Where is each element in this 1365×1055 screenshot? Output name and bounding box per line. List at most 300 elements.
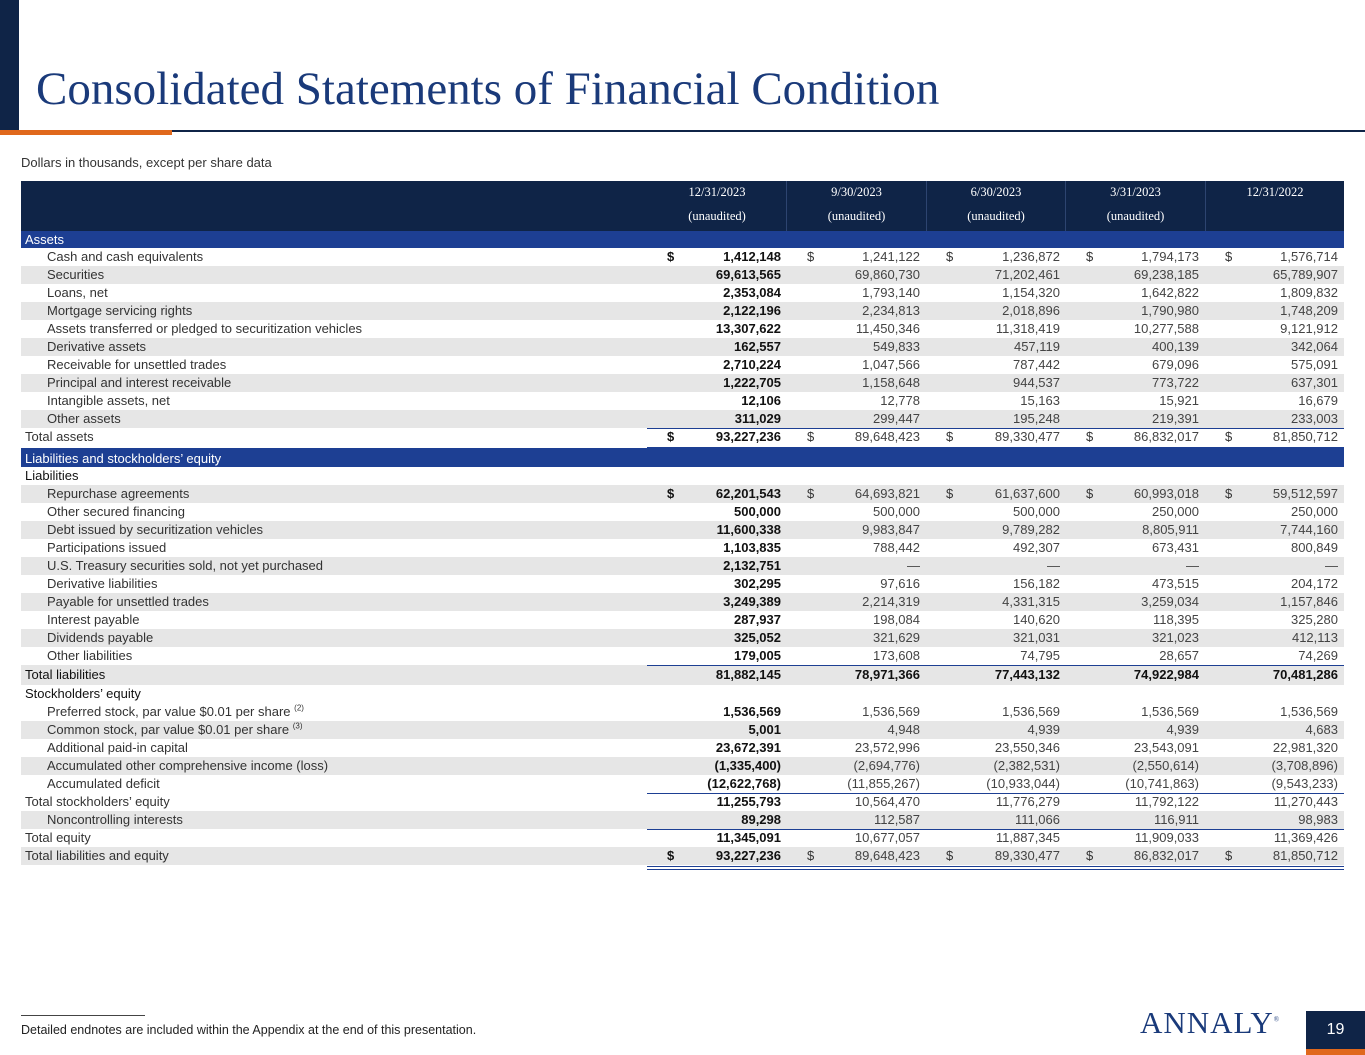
total-rule [647, 428, 1344, 429]
page-number: 19 [1306, 1011, 1365, 1055]
liability-row [21, 593, 1344, 611]
row-label-text: Securities [47, 267, 105, 282]
row-value: 1,103,835 [723, 540, 781, 555]
currency-symbol: $ [807, 249, 815, 264]
row-value: 1,158,648 [862, 375, 920, 390]
row-value: 788,442 [873, 540, 920, 555]
currency-symbol: $ [807, 429, 815, 444]
row-value: 4,939 [1166, 722, 1199, 737]
col-header-1: 12/31/2023 (unaudited) [688, 185, 746, 223]
row-label-text: Other liabilities [47, 648, 133, 663]
total-assets [21, 428, 1344, 446]
row-value: 10,677,057 [854, 830, 920, 845]
row-label [21, 739, 188, 757]
row-value: 2,018,896 [1002, 303, 1060, 318]
equity-row [21, 721, 1344, 739]
row-label [21, 521, 263, 539]
liability-row [21, 647, 1344, 665]
row-label [21, 757, 328, 775]
row-value: (2,550,614) [1132, 758, 1199, 773]
row-value: 575,091 [1291, 357, 1338, 372]
col-header-5: 12/31/2022 [1246, 185, 1304, 199]
row-value: 3,249,389 [723, 594, 781, 609]
row-value: 81,850,712 [1272, 429, 1338, 444]
noncontrolling-row [21, 811, 1344, 829]
row-label-text: Additional paid-in capital [47, 740, 188, 755]
row-value: 4,948 [887, 722, 920, 737]
total-rule [647, 829, 1344, 830]
row-value: — [907, 558, 920, 573]
row-value: 12,106 [741, 393, 781, 408]
row-label [21, 847, 169, 865]
row-value: (12,622,768) [707, 776, 781, 791]
row-label-text: Total liabilities and equity [25, 848, 169, 863]
row-label [21, 503, 185, 521]
asset-row [21, 248, 1344, 266]
row-value: 325,052 [734, 630, 781, 645]
row-value: 69,860,730 [854, 267, 920, 282]
currency-symbol: $ [1225, 848, 1233, 863]
row-value: 299,447 [873, 411, 920, 426]
row-value: 59,512,597 [1272, 486, 1338, 501]
row-label [21, 775, 160, 793]
row-label [21, 557, 323, 575]
row-value: 9,789,282 [1002, 522, 1060, 537]
row-value: 11,887,345 [995, 830, 1060, 845]
row-value: 400,139 [1152, 339, 1199, 354]
row-value: 12,778 [880, 393, 920, 408]
row-label [21, 611, 140, 629]
liability-row [21, 503, 1344, 521]
financial-table [21, 181, 1344, 865]
row-value: 8,805,911 [1142, 522, 1199, 537]
currency-symbol: $ [946, 249, 954, 264]
row-value: 118,395 [1152, 612, 1199, 627]
row-value: 10,564,470 [854, 794, 920, 809]
asset-row [21, 302, 1344, 320]
row-label-text: Derivative liabilities [47, 576, 158, 591]
assets-rows [21, 248, 1344, 428]
currency-symbol: $ [1086, 429, 1094, 444]
row-value: 162,557 [734, 339, 781, 354]
row-label [21, 338, 146, 356]
row-value: 77,443,132 [994, 667, 1060, 682]
row-value: (10,741,863) [1125, 776, 1199, 791]
row-value: 15,921 [1159, 393, 1199, 408]
row-label-text: Other secured financing [47, 504, 186, 519]
row-value: 1,793,140 [862, 285, 920, 300]
row-value: 1,241,122 [862, 249, 920, 264]
equity-row [21, 703, 1344, 721]
asset-row [21, 374, 1344, 392]
row-value: 74,795 [1020, 648, 1060, 663]
row-value: 89,330,477 [994, 848, 1060, 863]
row-value: 11,776,279 [995, 794, 1060, 809]
row-value: 2,710,224 [723, 357, 781, 372]
footnote-rule [21, 1015, 145, 1016]
footnote: Detailed endnotes are included within the Appendix at the end of this presentation. [21, 1023, 477, 1037]
page-number-accent [1306, 1049, 1365, 1055]
row-label [21, 665, 105, 685]
row-label-text: Cash and cash equivalents [47, 249, 204, 264]
total-assets-row [21, 428, 1344, 446]
row-value: 1,790,980 [1141, 303, 1199, 318]
row-value: 457,119 [1013, 339, 1060, 354]
row-label [21, 629, 153, 647]
row-value: 89,298 [741, 812, 781, 827]
row-value: 23,572,996 [854, 740, 920, 755]
row-value: (1,335,400) [714, 758, 781, 773]
orange-accent-bar [0, 130, 172, 135]
row-value: 13,307,622 [715, 321, 781, 336]
row-value: 198,084 [873, 612, 920, 627]
footnote-ref: (3) [292, 721, 303, 731]
row-label [21, 829, 91, 847]
total-equity-row [21, 829, 1344, 847]
row-label-text: Loans, net [47, 285, 108, 300]
row-value: 1,536,569 [1002, 704, 1060, 719]
row-value: 11,270,443 [1273, 794, 1338, 809]
liability-row [21, 521, 1344, 539]
row-label-text: Assets transferred or pledged to securitization vehicles [47, 321, 363, 336]
row-label-text: Repurchase agreements [47, 486, 190, 501]
row-value: 15,163 [1020, 393, 1060, 408]
table-header [21, 181, 1344, 231]
row-value: 325,280 [1291, 612, 1338, 627]
row-value: 23,550,346 [994, 740, 1060, 755]
row-value: 2,214,319 [862, 594, 920, 609]
row-value: (9,543,233) [1271, 776, 1338, 791]
row-value: 321,031 [1013, 630, 1060, 645]
row-value: 74,922,984 [1133, 667, 1199, 682]
row-value: 93,227,236 [715, 848, 781, 863]
row-value: 3,259,034 [1141, 594, 1199, 609]
row-label-text: Interest payable [47, 612, 140, 627]
equity-subheader: Stockholders’ equity [25, 686, 141, 701]
row-value: 22,981,320 [1272, 740, 1338, 755]
row-value: 93,227,236 [715, 429, 781, 444]
liability-row [21, 485, 1344, 503]
row-label [21, 302, 192, 320]
row-value: 11,345,091 [716, 830, 781, 845]
currency-symbol: $ [1086, 486, 1094, 501]
row-value: (3,708,896) [1271, 758, 1338, 773]
row-label-text: Debt issued by securitization vehicles [47, 522, 264, 537]
row-label [21, 721, 302, 739]
row-value: 97,616 [880, 576, 920, 591]
row-value: 98,983 [1298, 812, 1338, 827]
row-value: 11,255,793 [716, 794, 781, 809]
row-value: 89,330,477 [994, 429, 1060, 444]
total-stockholders-equity-row [21, 793, 1344, 811]
row-value: 173,608 [873, 648, 920, 663]
row-value: 11,600,338 [716, 522, 781, 537]
row-value: 156,182 [1013, 576, 1060, 591]
section-assets: Assets [21, 231, 1344, 248]
row-label [21, 539, 166, 557]
row-value: 2,132,751 [723, 558, 781, 573]
row-label [21, 575, 158, 593]
row-label [21, 485, 189, 503]
row-label-text: Noncontrolling interests [47, 812, 183, 827]
liability-row [21, 557, 1344, 575]
row-label [21, 320, 362, 338]
row-label [21, 593, 209, 611]
currency-symbol: $ [1086, 848, 1094, 863]
row-value: 78,971,366 [854, 667, 920, 682]
row-value: 637,301 [1291, 375, 1338, 390]
row-value: 195,248 [1013, 411, 1060, 426]
asset-row [21, 410, 1344, 428]
row-value: 1,809,832 [1280, 285, 1338, 300]
row-value: 74,269 [1298, 648, 1338, 663]
row-value: 1,536,569 [723, 704, 781, 719]
row-value: 1,794,173 [1141, 249, 1199, 264]
row-value: 64,693,821 [854, 486, 920, 501]
currency-symbol: $ [946, 429, 954, 444]
asset-row [21, 356, 1344, 374]
currency-symbol: $ [667, 848, 675, 863]
noncontrolling-interests [21, 811, 1344, 829]
row-value: 4,939 [1027, 722, 1060, 737]
currency-symbol: $ [946, 486, 954, 501]
row-value: 321,023 [1152, 630, 1199, 645]
row-label [21, 392, 170, 410]
currency-symbol: $ [946, 848, 954, 863]
row-value: 204,172 [1291, 576, 1338, 591]
asset-row [21, 266, 1344, 284]
currency-symbol: $ [1225, 429, 1233, 444]
currency-symbol: $ [1225, 249, 1233, 264]
row-value: 81,850,712 [1272, 848, 1338, 863]
row-value: 4,331,315 [1002, 594, 1060, 609]
double-rule [647, 866, 1344, 867]
row-label-text: Total equity [25, 830, 91, 845]
row-label-text: Receivable for unsettled trades [47, 357, 227, 372]
row-value: 89,648,423 [854, 848, 920, 863]
row-value: (2,382,531) [993, 758, 1060, 773]
row-label [21, 811, 183, 829]
row-value: 9,121,912 [1280, 321, 1338, 336]
row-label-text: Derivative assets [47, 339, 146, 354]
row-value: 116,911 [1153, 812, 1199, 827]
row-value: 4,683 [1305, 722, 1338, 737]
currency-symbol: $ [1225, 486, 1233, 501]
currency-symbol: $ [667, 249, 675, 264]
row-value: 23,543,091 [1133, 740, 1199, 755]
row-value: 10,277,588 [1133, 321, 1199, 336]
equity-row [21, 757, 1344, 775]
row-label [21, 356, 226, 374]
asset-row [21, 284, 1344, 302]
row-value: 179,005 [734, 648, 781, 663]
row-label [21, 374, 231, 392]
currency-symbol: $ [1086, 249, 1094, 264]
row-value: 1,536,569 [1141, 704, 1199, 719]
row-label-text: Total stockholders’ equity [25, 794, 170, 809]
row-value: 28,657 [1159, 648, 1199, 663]
row-label [21, 284, 108, 302]
row-value: 60,993,018 [1133, 486, 1199, 501]
row-value: 1,536,569 [1280, 704, 1338, 719]
currency-symbol: $ [807, 848, 815, 863]
col-header-3: 6/30/2023 (unaudited) [967, 185, 1025, 223]
total-liabilities [21, 665, 1344, 685]
row-value: 5,001 [748, 722, 781, 737]
row-value: 112,587 [873, 812, 920, 827]
liability-row [21, 575, 1344, 593]
liability-row [21, 629, 1344, 647]
row-label-text: Accumulated deficit [47, 776, 160, 791]
row-value: 250,000 [1152, 504, 1199, 519]
row-value: 9,983,847 [862, 522, 920, 537]
total-liabilities-and-equity [21, 847, 1344, 865]
row-label-text: Accumulated other comprehensive income (loss) [47, 758, 329, 773]
row-value: 1,222,705 [723, 375, 781, 390]
row-label-text: U.S. Treasury securities sold, not yet purchased [47, 558, 324, 573]
equity-rows [21, 703, 1344, 793]
row-label [21, 428, 94, 446]
row-value: 500,000 [1013, 504, 1060, 519]
row-label-text: Payable for unsettled trades [47, 594, 209, 609]
row-value: 69,238,185 [1133, 267, 1199, 282]
liabilities-subheader: Liabilities [25, 468, 79, 483]
row-value: — [1186, 558, 1199, 573]
row-label [21, 266, 104, 284]
row-value: 500,000 [734, 504, 781, 519]
total-rule [647, 665, 1344, 666]
row-label-text: Preferred stock, par value $0.01 per share [47, 704, 291, 719]
equity-row [21, 775, 1344, 793]
row-value: 65,789,907 [1272, 267, 1338, 282]
row-value: (11,855,267) [847, 776, 920, 791]
row-value: 773,722 [1152, 375, 1199, 390]
row-value: — [1047, 558, 1060, 573]
units-note: Dollars in thousands, except per share data [21, 155, 272, 170]
row-value: 787,442 [1013, 357, 1060, 372]
row-value: 2,234,813 [862, 303, 920, 318]
currency-symbol: $ [807, 486, 815, 501]
row-value: 287,937 [734, 612, 781, 627]
row-label [21, 248, 203, 266]
row-value: 111,066 [1014, 812, 1060, 827]
total-rule [647, 793, 1344, 794]
row-value: 11,909,033 [1134, 830, 1199, 845]
page-title: Consolidated Statements of Financial Condition [36, 63, 940, 115]
row-value: 311,029 [734, 411, 781, 426]
row-value: 302,295 [734, 576, 781, 591]
col-header-2: 9/30/2023 (unaudited) [827, 185, 886, 223]
double-rule [647, 869, 1344, 870]
row-label [21, 410, 121, 428]
row-value: 233,003 [1291, 411, 1338, 426]
row-value: 1,748,209 [1280, 303, 1338, 318]
row-value: 1,236,872 [1002, 249, 1060, 264]
row-value: 1,154,320 [1002, 285, 1060, 300]
row-value: 23,672,391 [715, 740, 781, 755]
row-value: 250,000 [1291, 504, 1338, 519]
row-label-text: Total assets [25, 429, 94, 444]
row-value: — [1325, 558, 1338, 573]
row-value: (2,694,776) [853, 758, 920, 773]
row-value: 500,000 [873, 504, 920, 519]
row-label-text: Intangible assets, net [47, 393, 170, 408]
row-value: 673,431 [1152, 540, 1199, 555]
row-value: 342,064 [1291, 339, 1338, 354]
row-value: 492,307 [1013, 540, 1060, 555]
row-value: 679,096 [1152, 357, 1199, 372]
row-value: 1,576,714 [1280, 249, 1338, 264]
row-label-text: Common stock, par value $0.01 per share [47, 722, 290, 737]
row-value: 1,047,566 [862, 357, 920, 372]
row-value: 11,318,419 [995, 321, 1060, 336]
currency-symbol: $ [667, 486, 675, 501]
row-value: 2,353,084 [723, 285, 781, 300]
row-value: 86,832,017 [1133, 848, 1199, 863]
row-value: (10,933,044) [986, 776, 1060, 791]
row-value: 11,450,346 [855, 321, 920, 336]
row-value: 62,201,543 [715, 486, 781, 501]
row-value: 11,792,122 [1134, 794, 1199, 809]
row-value: 69,613,565 [715, 267, 781, 282]
asset-row [21, 392, 1344, 410]
row-value: 2,122,196 [723, 303, 781, 318]
row-value: 549,833 [873, 339, 920, 354]
row-value: 219,391 [1152, 411, 1199, 426]
row-label-text: Total liabilities [25, 667, 106, 682]
row-label-text: Mortgage servicing rights [47, 303, 193, 318]
asset-row [21, 320, 1344, 338]
row-value: 71,202,461 [994, 267, 1060, 282]
total-equity [21, 829, 1344, 847]
currency-symbol: $ [667, 429, 675, 444]
liability-row [21, 611, 1344, 629]
row-value: 61,637,600 [994, 486, 1060, 501]
row-label-text: Participations issued [47, 540, 167, 555]
row-label-text: Other assets [47, 411, 121, 426]
row-value: 1,412,148 [723, 249, 781, 264]
row-value: 473,515 [1152, 576, 1199, 591]
total-liabilities-row [21, 665, 1344, 685]
liabilities-rows [21, 485, 1344, 665]
row-value: 412,113 [1291, 630, 1338, 645]
row-value: 16,679 [1298, 393, 1338, 408]
footnote-ref: (2) [294, 703, 304, 713]
row-value: 86,832,017 [1133, 429, 1199, 444]
row-value: 70,481,286 [1272, 667, 1338, 682]
total-liabilities-equity-row [21, 847, 1344, 865]
row-value: 11,369,426 [1273, 830, 1338, 845]
total-stockholders-equity [21, 793, 1344, 811]
row-label [21, 703, 304, 721]
row-value: 7,744,160 [1280, 522, 1338, 537]
row-value: 81,882,145 [715, 667, 781, 682]
row-value: 944,537 [1013, 375, 1060, 390]
row-value: 321,629 [873, 630, 920, 645]
annaly-logo: ANNALY® [1140, 1005, 1281, 1040]
left-accent-bar [0, 0, 19, 130]
row-label [21, 793, 170, 811]
row-label-text: Principal and interest receivable [47, 375, 232, 390]
row-value: 89,648,423 [854, 429, 920, 444]
section-liabilities-equity: Liabilities and stockholders’ equity [21, 448, 1344, 467]
row-value: 140,620 [1013, 612, 1060, 627]
asset-row [21, 338, 1344, 356]
row-label-text: Dividends payable [47, 630, 154, 645]
row-value: 1,536,569 [862, 704, 920, 719]
title-rule [172, 130, 1365, 132]
col-header-4: 3/31/2023 (unaudited) [1106, 185, 1165, 223]
